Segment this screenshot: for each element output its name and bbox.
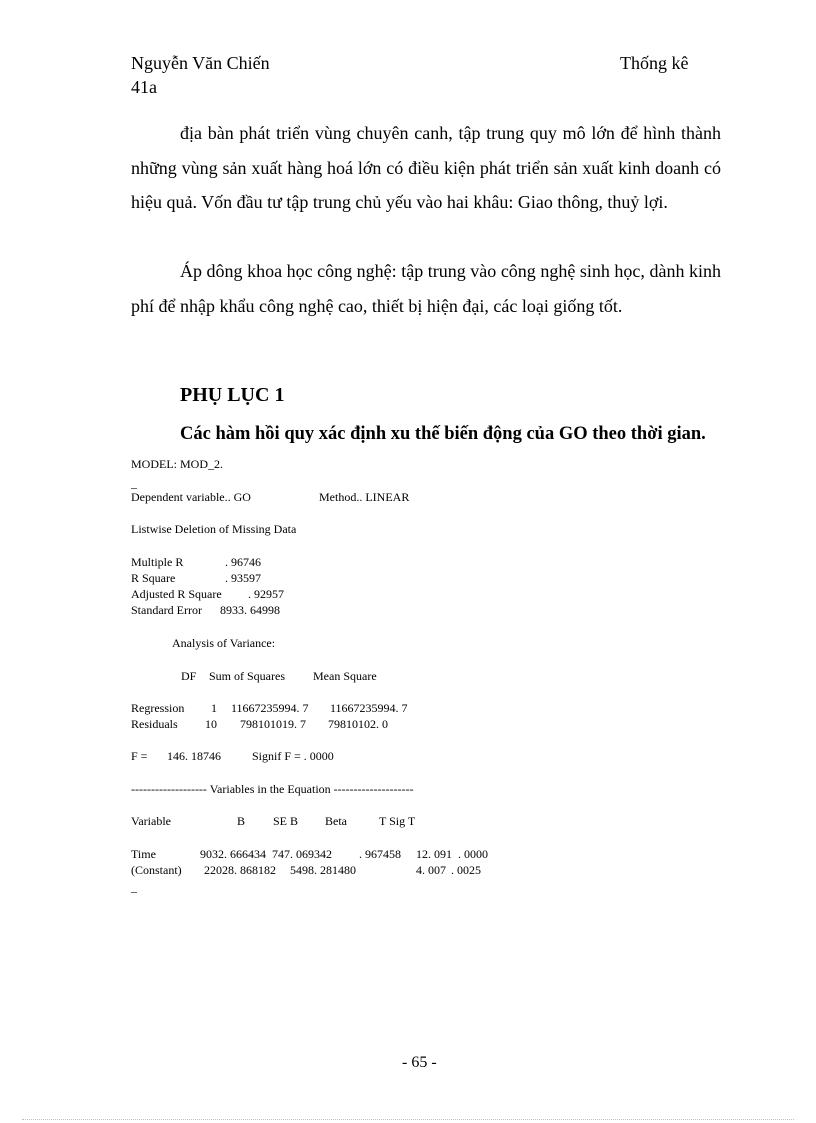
header-author: Nguyễn Văn Chiến <box>131 53 270 73</box>
variables-in-equation-heading: ------------------- Variables in the Equation -------------------- <box>131 782 414 796</box>
header-class: 41a <box>131 77 157 97</box>
stat-label-adjusted-r-square: Adjusted R Square <box>131 587 222 601</box>
spss-model: MODEL: MOD_2. <box>131 457 223 471</box>
stat-value-r-square: . 93597 <box>225 571 261 585</box>
stat-value-multiple-r: . 96746 <box>225 555 261 569</box>
header-subject: Thống kê <box>620 53 689 73</box>
spss-dependent: Dependent variable.. GO <box>131 490 251 504</box>
stat-label-r-square: R Square <box>131 571 176 585</box>
anova-row-ss: 11667235994. 7 <box>231 701 309 715</box>
anova-header-ms: Mean Square <box>313 669 377 683</box>
appendix-title: PHỤ LỤC 1 <box>180 384 285 406</box>
appendix-subtitle: Các hàm hồi quy xác định xu thế biến động của GO theo thời gian. <box>180 424 706 444</box>
body-paragraph-1: địa bàn phát triển vùng chuyên canh, tập trung quy mô lớn để hình thành những vùng sản xuất hàng hoá lớn có điều kiện phát triển sản xuất kinh doanh có hiệu quả. Vốn đầu tư tập trung chủ yếu vào hai khâu: Giao thông, thuỷ lợi. <box>131 123 721 212</box>
spss-method: Method.. LINEAR <box>319 490 410 504</box>
anova-row-label: Residuals <box>131 717 178 731</box>
var-row-name: (Constant) <box>131 863 182 877</box>
var-row-sig: . 0000 <box>458 847 488 861</box>
spss-dash-bottom: _ <box>131 880 137 894</box>
var-row-beta: . 967458 <box>359 847 401 861</box>
body-paragraph-2: Áp dông khoa học công nghệ: tập trung vào công nghệ sinh học, dành kinh phí để nhập khẩu công nghệ cao, thiết bị hiện đại, các loại giống tốt. <box>131 261 721 316</box>
spss-listwise: Listwise Deletion of Missing Data <box>131 522 297 536</box>
anova-row-df: 1 <box>211 701 217 715</box>
f-label: F = <box>131 749 148 763</box>
var-row-seb: 747. 069342 <box>272 847 332 861</box>
var-row-sig: . 0025 <box>451 863 481 877</box>
anova-header-ss: Sum of Squares <box>209 669 285 683</box>
var-row-b: 22028. 868182 <box>204 863 276 877</box>
var-row-t: 4. 007 <box>416 863 446 877</box>
stat-value-adjusted-r-square: . 92957 <box>248 587 284 601</box>
spss-dash-top: _ <box>131 476 137 490</box>
var-row-b: 9032. 666434 <box>200 847 266 861</box>
stat-label-multiple-r: Multiple R <box>131 555 184 569</box>
f-value: 146. 18746 <box>167 749 221 763</box>
page-number: - 65 - <box>402 1054 437 1071</box>
var-header-seb: SE B <box>273 814 299 828</box>
anova-row-df: 10 <box>205 717 217 731</box>
page-bottom-divider <box>22 1119 794 1120</box>
var-row-seb: 5498. 281480 <box>290 863 356 877</box>
var-header-beta: Beta <box>325 814 347 828</box>
anova-header-df: DF <box>181 669 197 683</box>
var-header-variable: Variable <box>131 814 171 828</box>
var-row-t: 12. 091 <box>416 847 452 861</box>
stat-value-standard-error: 8933. 64998 <box>220 603 280 617</box>
var-row-name: Time <box>131 847 156 861</box>
var-header-b: B <box>237 814 246 828</box>
anova-row-ms: 11667235994. 7 <box>330 701 408 715</box>
anova-title: Analysis of Variance: <box>172 636 276 650</box>
var-header-tsig: T Sig T <box>379 814 416 828</box>
anova-row-ss: 798101019. 7 <box>240 717 306 731</box>
stat-label-standard-error: Standard Error <box>131 603 202 617</box>
signif-f: Signif F = . 0000 <box>252 749 334 763</box>
anova-row-ms: 79810102. 0 <box>328 717 388 731</box>
anova-row-label: Regression <box>131 701 185 715</box>
